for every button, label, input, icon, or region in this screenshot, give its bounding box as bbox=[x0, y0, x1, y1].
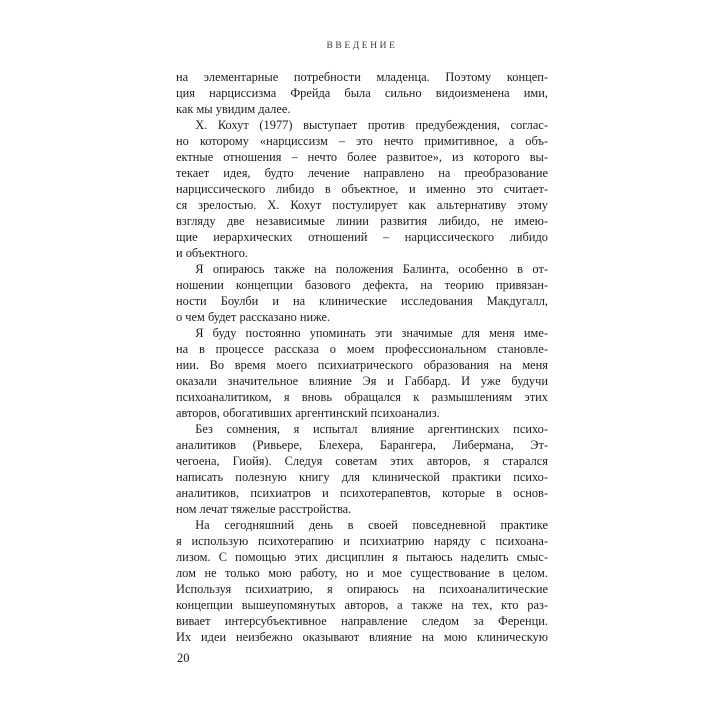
text-line: психоаналитиком, я вновь обращался к размышлениям этих bbox=[176, 390, 548, 404]
text-line: я использую психотерапию и психиатрию наряду с психоана- bbox=[176, 534, 548, 548]
text-line: ектные отношения – нечто более развитое», из которого вы- bbox=[176, 150, 548, 164]
text-line: Их идеи неизбежно оказывают влияние на мою клиническую bbox=[176, 630, 548, 644]
text-line: авторов, обогативших аргентинский психоанализ. bbox=[176, 406, 440, 420]
text-line: оказали значительное влияние Эя и Габбард. И уже будучи bbox=[176, 374, 548, 388]
text-line: ношении концепции базового дефекта, на теорию привязан- bbox=[176, 278, 548, 292]
text-line: ном лечат тяжелые расстройства. bbox=[176, 502, 352, 516]
text-line: аналитиков, психиатров и психотерапевтов, которые в основ- bbox=[176, 486, 548, 500]
text-line: На сегодняшний день в своей повседневной практике bbox=[195, 518, 548, 532]
text-line: ся зрелостью. Х. Кохут постулирует как альтернативу этому bbox=[176, 198, 548, 212]
text-line: и объектного. bbox=[176, 246, 248, 260]
text-line: Используя психиатрию, я опираюсь на психоаналитические bbox=[176, 582, 548, 596]
text-line: Х. Кохут (1977) выступает против предубеждения, соглас- bbox=[195, 118, 548, 132]
text-line: текает идея, будто лечение направлено на преобразование bbox=[176, 166, 548, 180]
text-line: написать полезную книгу для клинической практики психо- bbox=[176, 470, 548, 484]
text-line: лом не только мою работу, но и мое существование в целом. bbox=[176, 566, 548, 580]
text-line: ция нарциссизма Фрейда была сильно видоизменена ими, bbox=[176, 86, 548, 100]
text-column bbox=[176, 69, 548, 645]
text-line: щие иерархических отношений – нарциссического либидо bbox=[176, 230, 548, 244]
text-line: лизом. С помощью этих дисциплин я пытаюсь наделить смыс- bbox=[176, 550, 548, 564]
text-line: концепции вышеупомянутых авторов, а также на тех, кто раз- bbox=[176, 598, 548, 612]
text-line: на элементарные потребности младенца. Поэтому концеп- bbox=[176, 70, 548, 84]
page-number: 20 bbox=[177, 651, 190, 665]
text-line: Без сомнения, я испытал влияние аргентинских психо- bbox=[195, 422, 548, 436]
text-line: о чем будет рассказано ниже. bbox=[176, 310, 331, 324]
text-line: взгляду две независимые линии развития либидо, не имею- bbox=[176, 214, 548, 228]
text-line: как мы увидим далее. bbox=[176, 102, 291, 116]
text-line: вивает интерсубъективное направление следом за Ференци. bbox=[176, 614, 548, 628]
text-line: чегоена, Гиойя). Следуя советам этих авторов, я старался bbox=[176, 454, 548, 468]
text-line: ности Боулби и на клинические исследования Макдугалл, bbox=[176, 294, 548, 308]
text-line: но которому «нарциссизм – это нечто примитивное, а объ- bbox=[176, 134, 548, 148]
running-header: ВВЕДЕНИЕ bbox=[326, 41, 398, 51]
text-line: аналитиков (Ривьере, Блехера, Барангера, Либермана, Эт- bbox=[176, 438, 548, 452]
text-line: Я опираюсь также на положения Балинта, особенно в от- bbox=[195, 262, 548, 276]
text-line: нарциссического либидо в объектное, и именно это считает- bbox=[176, 182, 548, 196]
text-line: на в процессе рассказа о моем профессиональном становле- bbox=[176, 342, 548, 356]
text-line: Я буду постоянно упоминать эти значимые для меня име- bbox=[195, 326, 548, 340]
text-line: нии. Во время моего психиатрического образования на меня bbox=[176, 358, 548, 372]
